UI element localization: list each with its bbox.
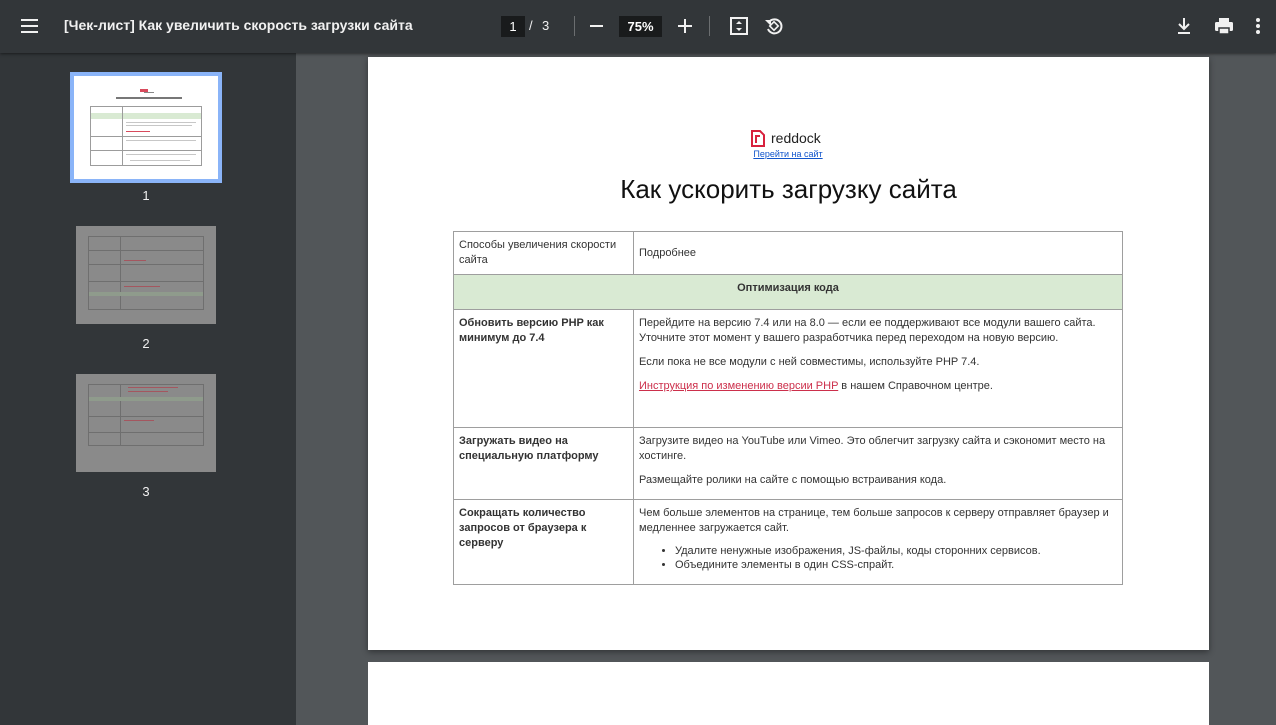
- list-item: • Объедините элементы в один CSS-спрайт.: [675, 558, 1117, 572]
- header-methods: Способы увеличения скорости сайта: [454, 232, 634, 275]
- section-title: Оптимизация кода: [454, 275, 1123, 310]
- details-cell: [634, 500, 1123, 585]
- thumbnail-label: 1: [142, 188, 150, 203]
- details-paragraph: Чем больше элементов на странице, тем больше запросов к серверу отправляет браузер и медленнее загружается сайт.: [639, 507, 1109, 534]
- checklist-table: [453, 231, 1123, 585]
- page-number-input[interactable]: 1: [501, 16, 525, 37]
- zoom-in-button[interactable]: [672, 13, 698, 39]
- page-separator: /: [529, 18, 533, 33]
- rotate-icon: [761, 13, 787, 39]
- more-actions-button[interactable]: [1248, 13, 1268, 39]
- zoom-level-input[interactable]: 75%: [619, 16, 662, 37]
- minus-icon: [590, 25, 603, 27]
- details-paragraph: Размещайте ролики на сайте с помощью встраивания кода.: [639, 474, 947, 486]
- link-suffix: в нашем Справочном центре.: [838, 380, 993, 392]
- details-paragraph: Если пока не все модули с ней совместимы, используйте PHP 7.4.: [639, 356, 980, 368]
- thumbnail-image: [70, 72, 222, 183]
- bullet-list: [675, 544, 1117, 572]
- document-page-2: [368, 662, 1209, 725]
- thumbnail-page-3[interactable]: [76, 374, 216, 499]
- document-title: [Чек-лист] Как увеличить скорость загрузки сайта: [64, 17, 413, 33]
- download-button[interactable]: [1171, 13, 1197, 39]
- fit-to-page-button[interactable]: [726, 13, 752, 39]
- menu-icon[interactable]: [14, 14, 46, 38]
- fit-page-icon: [726, 13, 752, 39]
- thumbnail-page-2[interactable]: [76, 226, 216, 351]
- section-row: [454, 275, 1123, 310]
- thumbnail-image: [76, 374, 216, 472]
- reddock-logo: [751, 129, 841, 149]
- rotate-button[interactable]: [761, 13, 787, 39]
- print-button[interactable]: [1211, 13, 1237, 39]
- list-item: • Удалите ненужные изображения, JS-файлы, коды сторонних сервисов.: [675, 544, 1117, 558]
- thumbnail-label: 3: [142, 484, 150, 499]
- logo-text: reddock: [771, 130, 821, 146]
- more-vertical-icon: [1248, 13, 1268, 39]
- header-details: Подробнее: [634, 232, 1123, 275]
- document-page: [368, 57, 1209, 650]
- details-cell: [634, 428, 1123, 500]
- thumbnail-sidebar: [0, 53, 296, 725]
- toolbar-divider: [574, 16, 575, 36]
- table-row: [454, 500, 1123, 585]
- table-row: [454, 428, 1123, 500]
- php-instructions-link[interactable]: Инструкция по изменению версии PHP: [639, 380, 839, 392]
- details-cell: [634, 310, 1123, 428]
- thumbnail-page-1[interactable]: [70, 72, 222, 205]
- total-pages: 3: [542, 18, 550, 33]
- details-paragraph: [639, 379, 1117, 394]
- method-cell: Обновить версию PHP как минимум до 7.4: [454, 310, 634, 428]
- site-link[interactable]: Перейти на сайт: [753, 149, 823, 159]
- thumbnail-label: 2: [142, 336, 150, 351]
- method-cell: Загружать видео на специальную платформу: [454, 428, 634, 500]
- zoom-out-button[interactable]: [584, 13, 610, 39]
- pdf-toolbar: [0, 0, 1276, 53]
- table-row: [454, 310, 1123, 428]
- table-header-row: [454, 232, 1123, 275]
- download-icon: [1171, 13, 1197, 39]
- toolbar-divider: [709, 16, 710, 36]
- reddock-logo-icon: [751, 130, 765, 147]
- thumbnail-image: [76, 226, 216, 324]
- details-paragraph: Загрузите видео на YouTube или Vimeo. Это облегчит загрузку сайта и сэкономит место на хостинге.: [639, 435, 1106, 462]
- details-paragraph: Перейдите на версию 7.4 или на 8.0 — если ее поддерживают все модули вашего сайта. Уточните этот момент у вашего разработчика перед переходом на новую версию.: [639, 317, 1096, 344]
- method-cell: Сокращать количество запросов от браузера к серверу: [454, 500, 634, 585]
- print-icon: [1211, 13, 1237, 39]
- page-title: Как ускорить загрузку сайта: [620, 174, 957, 204]
